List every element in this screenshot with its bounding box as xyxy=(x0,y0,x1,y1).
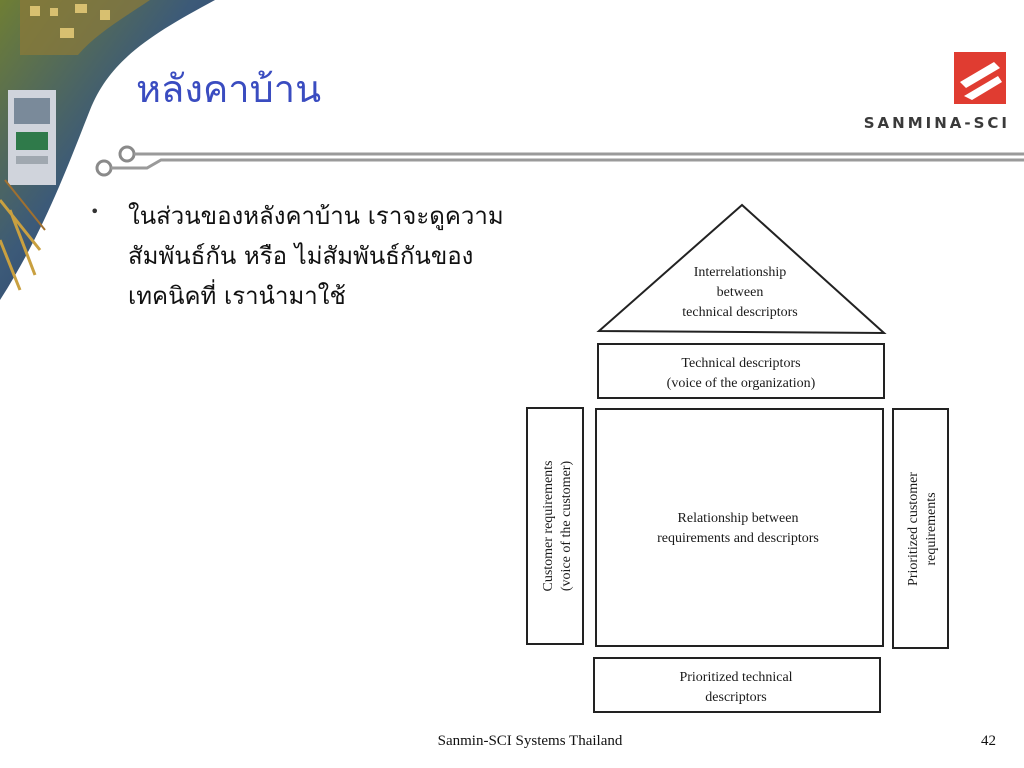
title-divider xyxy=(92,144,1024,180)
footer-company: Sanmin-SCI Systems Thailand xyxy=(437,733,623,749)
relationship-matrix-line-2: requirements and descriptors xyxy=(657,531,819,546)
prioritized-technical-descriptors-line-2: descriptors xyxy=(705,690,767,705)
company-logo xyxy=(850,52,1010,132)
slide-title: หลังคาบ้าน xyxy=(136,67,322,111)
sanmina-sci-logo-icon xyxy=(954,52,1006,104)
bullet-item xyxy=(88,196,508,316)
technical-descriptors-line-2: (voice of the organization) xyxy=(666,376,816,391)
prioritized-customer-requirements-line-1: Prioritized customer xyxy=(906,472,921,586)
logo-text: SANMINA-SCI xyxy=(863,114,1010,132)
house-of-quality-diagram xyxy=(510,196,970,721)
prioritized-technical-descriptors-line-1: Prioritized technical xyxy=(679,670,793,685)
relationship-matrix-line-1: Relationship between xyxy=(677,511,799,526)
relationship-matrix-box xyxy=(596,409,883,646)
page-number: 42 xyxy=(981,733,996,749)
roof-label-line-2: between xyxy=(716,285,764,300)
prioritized-customer-requirements-line-2: requirements xyxy=(924,492,939,566)
technical-descriptors-line-1: Technical descriptors xyxy=(681,356,801,371)
bullet-dot: • xyxy=(90,202,100,221)
bullet-list xyxy=(88,196,508,316)
customer-requirements-line-1: Customer requirements xyxy=(541,460,556,592)
roof-label-line-3: technical descriptors xyxy=(682,305,798,320)
roof-label-line-1: Interrelationship xyxy=(693,265,787,280)
customer-requirements-line-2: (voice of the customer) xyxy=(559,460,574,592)
bullet-text: ในส่วนของหลังคาบ้าน เราจะดูความสัมพันธ์กัน หรือ ไม่สัมพันธ์กันของ เทคนิคที่ เรานำมาใช้ xyxy=(128,202,504,310)
